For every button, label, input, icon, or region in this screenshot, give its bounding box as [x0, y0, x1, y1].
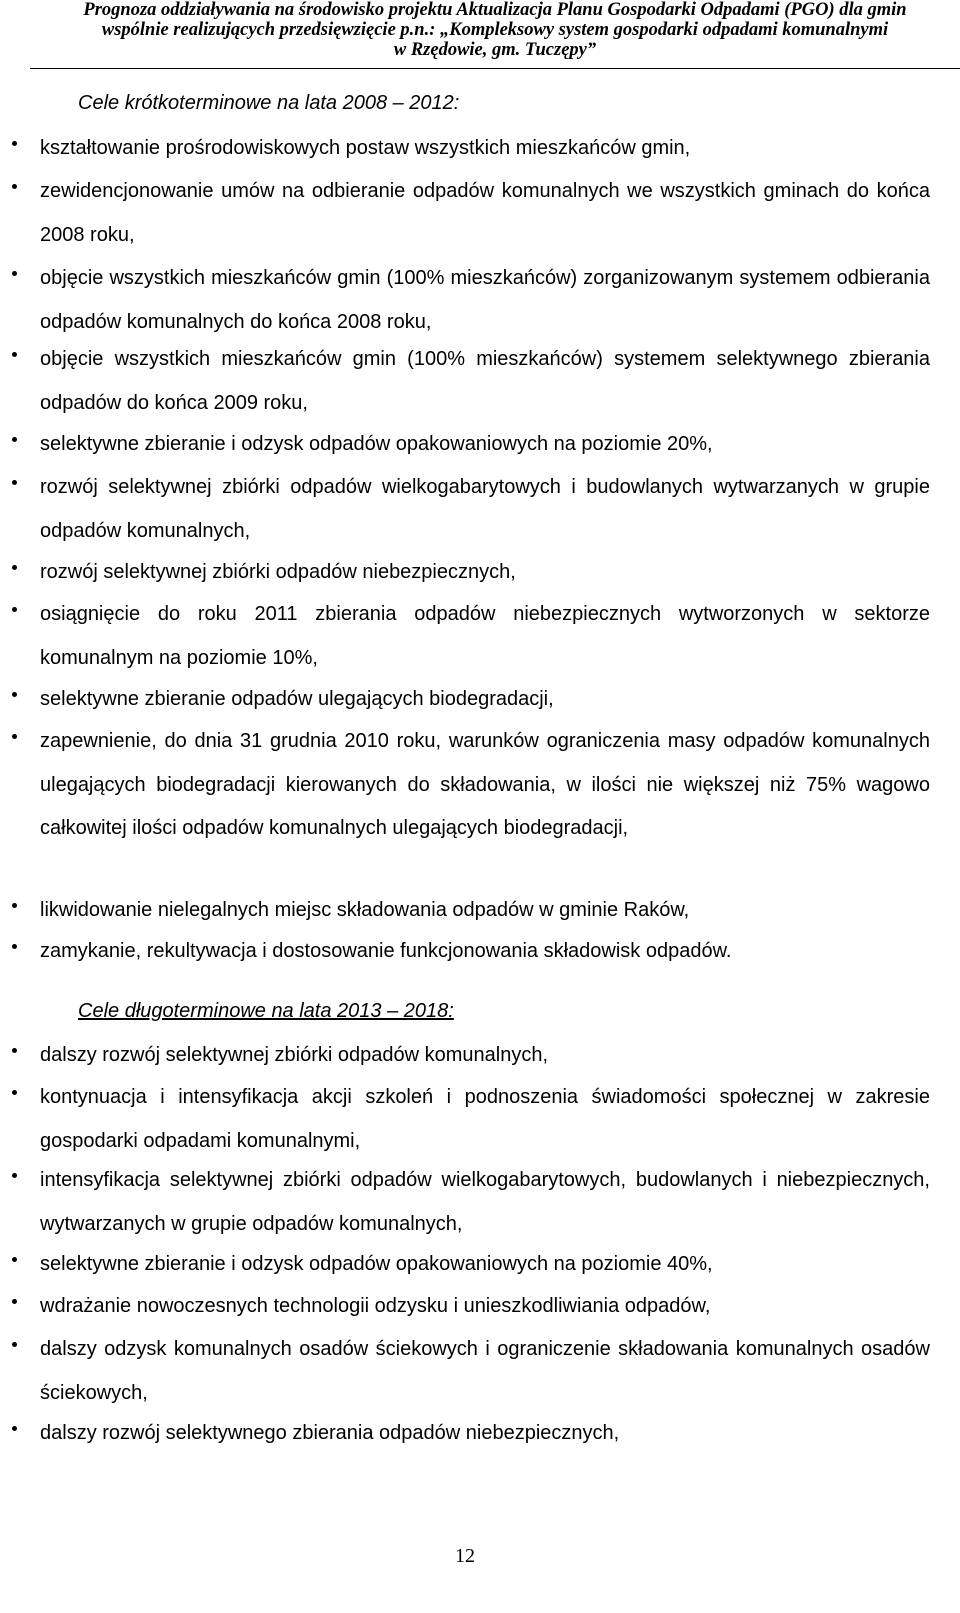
header-line: w Rzędowie, gm. Tuczępy”: [393, 40, 597, 60]
list-item-text: rozwój selektywnej zbiórki odpadów niebezpiecznych,: [40, 561, 516, 583]
header-divider: [30, 68, 960, 69]
bullet-icon: [12, 437, 17, 442]
bullet-icon: [12, 1342, 17, 1347]
list-item-text: zamykanie, rekultywacja i dostosowanie funkcjonowania składowisk odpadów.: [40, 940, 732, 962]
bullet-icon: [12, 1257, 17, 1262]
bullet-icon: [12, 692, 17, 697]
short-term-heading: Cele krótkoterminowe na lata 2008 – 2012:: [78, 92, 460, 114]
list-item-text: dalszy rozwój selektywnej zbiórki odpadów komunalnych,: [40, 1044, 549, 1066]
header-line: Prognoza oddziaływania na środowisko projektu Aktualizacja Planu Gospodarki Odpadami (PGO) dla gmin: [83, 0, 907, 20]
bullet-icon: [12, 141, 17, 146]
document-header: [30, 0, 960, 60]
list-item-text: wdrażanie nowoczesnych technologii odzysku i unieszkodliwiania odpadów,: [40, 1295, 711, 1317]
long-term-heading: Cele długoterminowe na lata 2013 – 2018:: [78, 1000, 454, 1022]
bullet-icon: [12, 565, 17, 570]
bullet-icon: [12, 271, 17, 276]
list-item-text: intensyfikacja selektywnej zbiórki odpadów wielkogabarytowych, budowlanych i niebezpiecznych, wytwarzanych w grupie odpadów komunalnych,: [40, 1169, 930, 1235]
list-item-text: dalszy odzysk komunalnych osadów ściekowych i ograniczenie składowania komunalnych osadów ściekowych,: [40, 1338, 930, 1404]
bullet-icon: [12, 480, 17, 485]
bullet-icon: [12, 944, 17, 949]
bullet-icon: [12, 607, 17, 612]
list-item-text: likwidowanie nielegalnych miejsc składowania odpadów w gminie Raków,: [40, 899, 690, 921]
bullet-icon: [12, 184, 17, 189]
bullet-icon: [12, 1048, 17, 1053]
bullet-icon: [12, 1090, 17, 1095]
list-item-text: selektywne zbieranie i odzysk odpadów opakowaniowych na poziomie 40%,: [40, 1253, 713, 1275]
list-item-text: selektywne zbieranie i odzysk odpadów opakowaniowych na poziomie 20%,: [40, 433, 713, 455]
bullet-icon: [12, 1299, 17, 1304]
list-item-text: zewidencjonowanie umów na odbieranie odpadów komunalnych we wszystkich gminach do końca 2008 roku,: [40, 180, 930, 246]
list-item-text: zapewnienie, do dnia 31 grudnia 2010 roku, warunków ograniczenia masy odpadów komunalnych ulegających biodegradacji kierowanych do składowania, w ilości nie większej niż 75% wagowo całkowitej ilości odpadów komunalnych ulegających biodegradacji,: [40, 730, 930, 840]
list-item-text: kontynuacja i intensyfikacja akcji szkoleń i podnoszenia świadomości społecznej w zakresie gospodarki odpadami komunalnymi,: [40, 1086, 930, 1152]
list-item-text: dalszy rozwój selektywnego zbierania odpadów niebezpiecznych,: [40, 1422, 620, 1444]
list-item-text: objęcie wszystkich mieszkańców gmin (100% mieszkańców) zorganizowanym systemem odbierania odpadów komunalnych do końca 2008 roku,: [40, 267, 930, 333]
list-item-text: rozwój selektywnej zbiórki odpadów wielkogabarytowych i budowlanych wytwarzanych w grupie odpadów komunalnych,: [40, 476, 930, 542]
bullet-icon: [12, 352, 17, 357]
list-item-text: selektywne zbieranie odpadów ulegających biodegradacji,: [40, 688, 554, 710]
bullet-icon: [12, 903, 17, 908]
page-number: 12: [455, 1545, 475, 1567]
header-line: wspólnie realizujących przedsięwzięcie p.n.: „Kompleksowy system gospodarki odpadami komunalnymi: [101, 20, 889, 40]
bullet-icon: [12, 1426, 17, 1431]
list-item-text: kształtowanie prośrodowiskowych postaw wszystkich mieszkańców gmin,: [40, 137, 691, 159]
list-item-text: osiągnięcie do roku 2011 zbierania odpadów niebezpiecznych wytworzonych w sektorze komunalnym na poziomie 10%,: [40, 603, 930, 669]
bullet-icon: [12, 734, 17, 739]
list-item-text: objęcie wszystkich mieszkańców gmin (100% mieszkańców) systemem selektywnego zbierania odpadów do końca 2009 roku,: [40, 348, 930, 414]
bullet-icon: [12, 1173, 17, 1178]
